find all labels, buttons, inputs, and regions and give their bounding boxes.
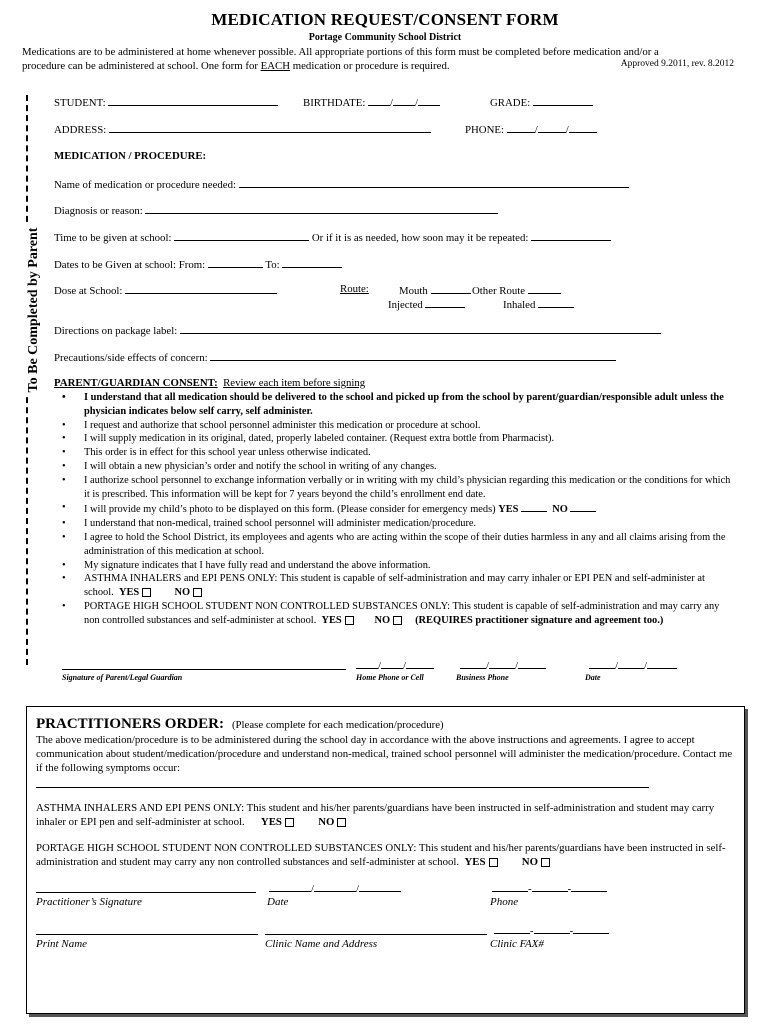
directions-label: Directions on package label: <box>54 325 178 337</box>
as-needed-label: Or if it is as needed, how soon may it be repeated: <box>311 232 529 244</box>
approved-date: Approved 9.2011, rev. 8.2012 <box>620 59 734 69</box>
med-name-label: Name of medication or procedure needed: <box>54 179 236 191</box>
address-label: ADDRESS: <box>54 124 107 136</box>
print-name-label: Print Name <box>36 938 88 950</box>
consent-item-portage <box>84 600 734 628</box>
pr-portage-no-label: NO <box>521 856 538 868</box>
consent-item-asthma <box>84 572 734 600</box>
route-other[interactable] <box>472 283 561 297</box>
dates-field[interactable] <box>54 257 342 271</box>
parent-date-label: Date <box>585 673 601 682</box>
practitioner-portage <box>36 841 740 869</box>
practitioner-title-text: PRACTITIONERS ORDER: <box>36 716 224 732</box>
clinic-name-label: Clinic Name and Address <box>265 938 378 950</box>
practitioner-title-note: (Please complete for each medication/procedure) <box>231 719 444 731</box>
portage-text: PORTAGE HIGH SCHOOL STUDENT NON CONTROLLED SUBSTANCES ONLY: This student is capable of self-administration and may carry any non controlled substances and self-administer at school. <box>84 600 720 626</box>
practitioner-date-field[interactable]: / / <box>269 881 401 895</box>
consent-item: • I will obtain a new physician’s order and notify the school in writing of any changes. <box>84 460 734 474</box>
dose-label: Dose at School: <box>54 285 123 297</box>
grade-label: GRADE: <box>490 97 531 109</box>
consent-item: • This order is in effect for this school year unless otherwise indicated. <box>84 446 734 460</box>
consent-item: • I request and authorize that school personnel administer this medication or procedure at school. <box>84 419 734 433</box>
dates-label: Dates to be Given at school: From: <box>54 259 206 271</box>
route-mouth[interactable] <box>399 283 471 297</box>
home-phone-field[interactable]: / / <box>356 658 434 672</box>
clinic-name-line[interactable] <box>265 934 487 935</box>
portage-no-label: NO <box>374 614 391 626</box>
portage-yes-label: YES <box>321 614 342 626</box>
practitioner-asthma <box>36 801 740 829</box>
intro-line-2a: procedure can be administered at school. One form for <box>22 60 261 72</box>
practitioner-portage-text: PORTAGE HIGH SCHOOL STUDENT NON CONTROLLED SUBSTANCES ONLY: This student and his/her parents/guardians have been instructed in self-administration and student may carry any non controlled substances and self-administer at school. <box>36 842 726 868</box>
phone-label: PHONE: <box>465 124 504 136</box>
precautions-field[interactable] <box>54 350 616 364</box>
practitioner-date-label: Date <box>267 896 289 908</box>
clinic-fax-field[interactable]: - - <box>494 923 609 937</box>
consent-item-photo <box>84 501 734 517</box>
student-label: STUDENT: <box>54 97 106 109</box>
pr-portage-yes-checkbox[interactable] <box>489 858 498 867</box>
birthdate-field[interactable]: BIRTHDATE: / / <box>303 95 440 109</box>
asthma-yes-label: YES <box>118 587 140 599</box>
pr-portage-no-checkbox[interactable] <box>541 858 550 867</box>
intro-each: EACH <box>260 60 291 72</box>
asthma-no-label: NO <box>174 587 191 599</box>
asthma-text: ASTHMA INHALERS and EPI PENS ONLY: This student is capable of self-administration and may carry inhaler or EPI PEN and self-administer at school. <box>84 573 705 599</box>
practitioner-asthma-text: ASTHMA INHALERS AND EPI PENS ONLY: This student and his/her parents/guardians have been instructed in self-administration and student may carry inhaler or EPI pen and self-administer at school. <box>36 802 715 828</box>
practitioner-signature-line[interactable] <box>36 892 256 893</box>
injected-label: Injected <box>388 299 423 311</box>
student-field[interactable] <box>54 95 278 109</box>
medication-heading: MEDICATION / PROCEDURE: <box>54 150 207 162</box>
route-injected[interactable] <box>388 297 465 311</box>
pr-asthma-yes-checkbox[interactable] <box>285 818 294 827</box>
pr-asthma-no-label: NO <box>318 816 335 828</box>
pr-asthma-yes-label: YES <box>260 816 282 828</box>
diagnosis-label: Diagnosis or reason: <box>54 205 143 217</box>
photo-yes-label: YES <box>498 504 519 516</box>
pr-asthma-no-checkbox[interactable] <box>337 818 346 827</box>
other-route-label: Other Route <box>472 285 526 297</box>
portage-yes-checkbox[interactable] <box>345 616 354 625</box>
consent-heading-note: Review each item before signing <box>223 377 366 389</box>
pr-portage-yes-label: YES <box>464 856 486 868</box>
consent-heading <box>54 377 365 389</box>
address-field[interactable] <box>54 122 431 136</box>
parent-signature-label: Signature of Parent/Legal Guardian <box>62 673 183 682</box>
birthdate-label: BIRTHDATE: <box>303 97 366 109</box>
time-label: Time to be given at school: <box>54 232 172 244</box>
form-title: MEDICATION REQUEST/CONSENT FORM <box>211 10 559 29</box>
diagnosis-field[interactable] <box>54 203 498 217</box>
route-text: Route: <box>340 283 369 295</box>
side-label: To Be Completed by Parent <box>26 224 42 397</box>
practitioner-section <box>26 706 745 1014</box>
practitioner-phone-label: Phone <box>490 896 519 908</box>
inhaled-label: Inhaled <box>503 299 536 311</box>
symptoms-line[interactable] <box>36 787 649 788</box>
clinic-fax-label: Clinic FAX# <box>490 938 544 950</box>
photo-no-blank[interactable] <box>570 501 596 512</box>
time-field[interactable] <box>54 230 611 244</box>
intro-line-2b: medication or procedure is required. <box>290 60 450 72</box>
route-label <box>340 283 369 295</box>
district-name: Portage Community School District <box>308 32 462 43</box>
to-label: To: <box>265 259 280 271</box>
practitioner-phone-field[interactable]: - - <box>492 881 607 895</box>
mouth-label: Mouth <box>399 285 428 297</box>
phone-field[interactable]: PHONE: / / <box>465 122 597 136</box>
photo-yes-blank[interactable] <box>521 501 547 512</box>
parent-date-field[interactable]: / / <box>589 658 677 672</box>
portage-no-checkbox[interactable] <box>393 616 402 625</box>
consent-item: • I understand that all medication should be delivered to the school and picked up from the school by parent/guardian/responsible adult unless the physician indicates below self carry, self administer. <box>84 391 734 419</box>
home-phone-label: Home Phone or Cell <box>356 673 424 682</box>
practitioner-instructions: The above medication/procedure is to be administered during the school day in accordance with the above instructions and agreements. I agree to accept communication about student/medication/procedure and understand non-medical, trained school personnel will administer the medication/procedure. Contact me if the following symptoms occur: <box>36 734 733 774</box>
consent-item: • I agree to hold the School District, its employees and agents who are acting within the scope of their duties harmless in any and all claims arising from the administration of this medication at school. <box>84 531 734 559</box>
requires-note: (REQUIRES practitioner signature and agreement too.) <box>415 614 664 626</box>
practitioner-signature-label: Practitioner’s Signature <box>36 896 142 908</box>
parent-signature-line[interactable] <box>62 669 346 670</box>
directions-field[interactable] <box>54 323 661 337</box>
asthma-no-checkbox[interactable] <box>193 588 202 597</box>
business-phone-field[interactable]: / / <box>460 658 546 672</box>
consent-item: • I authorize school personnel to exchange information verbally or in writing with my child’s physician regarding this medication or the conditions for which it is prescribed. This information will be kept for 7 years beyond the child’s enrollment end date. <box>84 474 734 502</box>
med-name-field[interactable] <box>54 177 629 191</box>
consent-item: • I will supply medication in its original, dated, properly labeled container. (Request extra bottle from Pharmacist). <box>84 432 734 446</box>
consent-list <box>84 391 734 628</box>
route-inhaled[interactable] <box>503 297 574 311</box>
intro-line-1: Medications are to be administered at home whenever possible. All appropriate portions of this form must be completed before medication and/or a <box>22 46 659 58</box>
consent-heading-text: PARENT/GUARDIAN CONSENT: <box>54 377 218 389</box>
consent-item: • My signature indicates that I have fully read and understand the above information. <box>84 559 734 573</box>
consent-item: • I understand that non-medical, trained school personnel will administer medication/procedure. <box>84 517 734 531</box>
grade-field[interactable] <box>490 95 593 109</box>
precautions-label: Precautions/side effects of concern: <box>54 352 208 364</box>
asthma-yes-checkbox[interactable] <box>142 588 151 597</box>
practitioner-title <box>36 715 444 733</box>
dose-field[interactable] <box>54 283 277 297</box>
photo-no-label: NO <box>552 504 568 516</box>
photo-text: I will provide my child’s photo to be displayed on this form. (Please consider for emergency meds) <box>84 504 496 516</box>
business-phone-label: Business Phone <box>456 673 509 682</box>
print-name-line[interactable] <box>36 934 258 935</box>
